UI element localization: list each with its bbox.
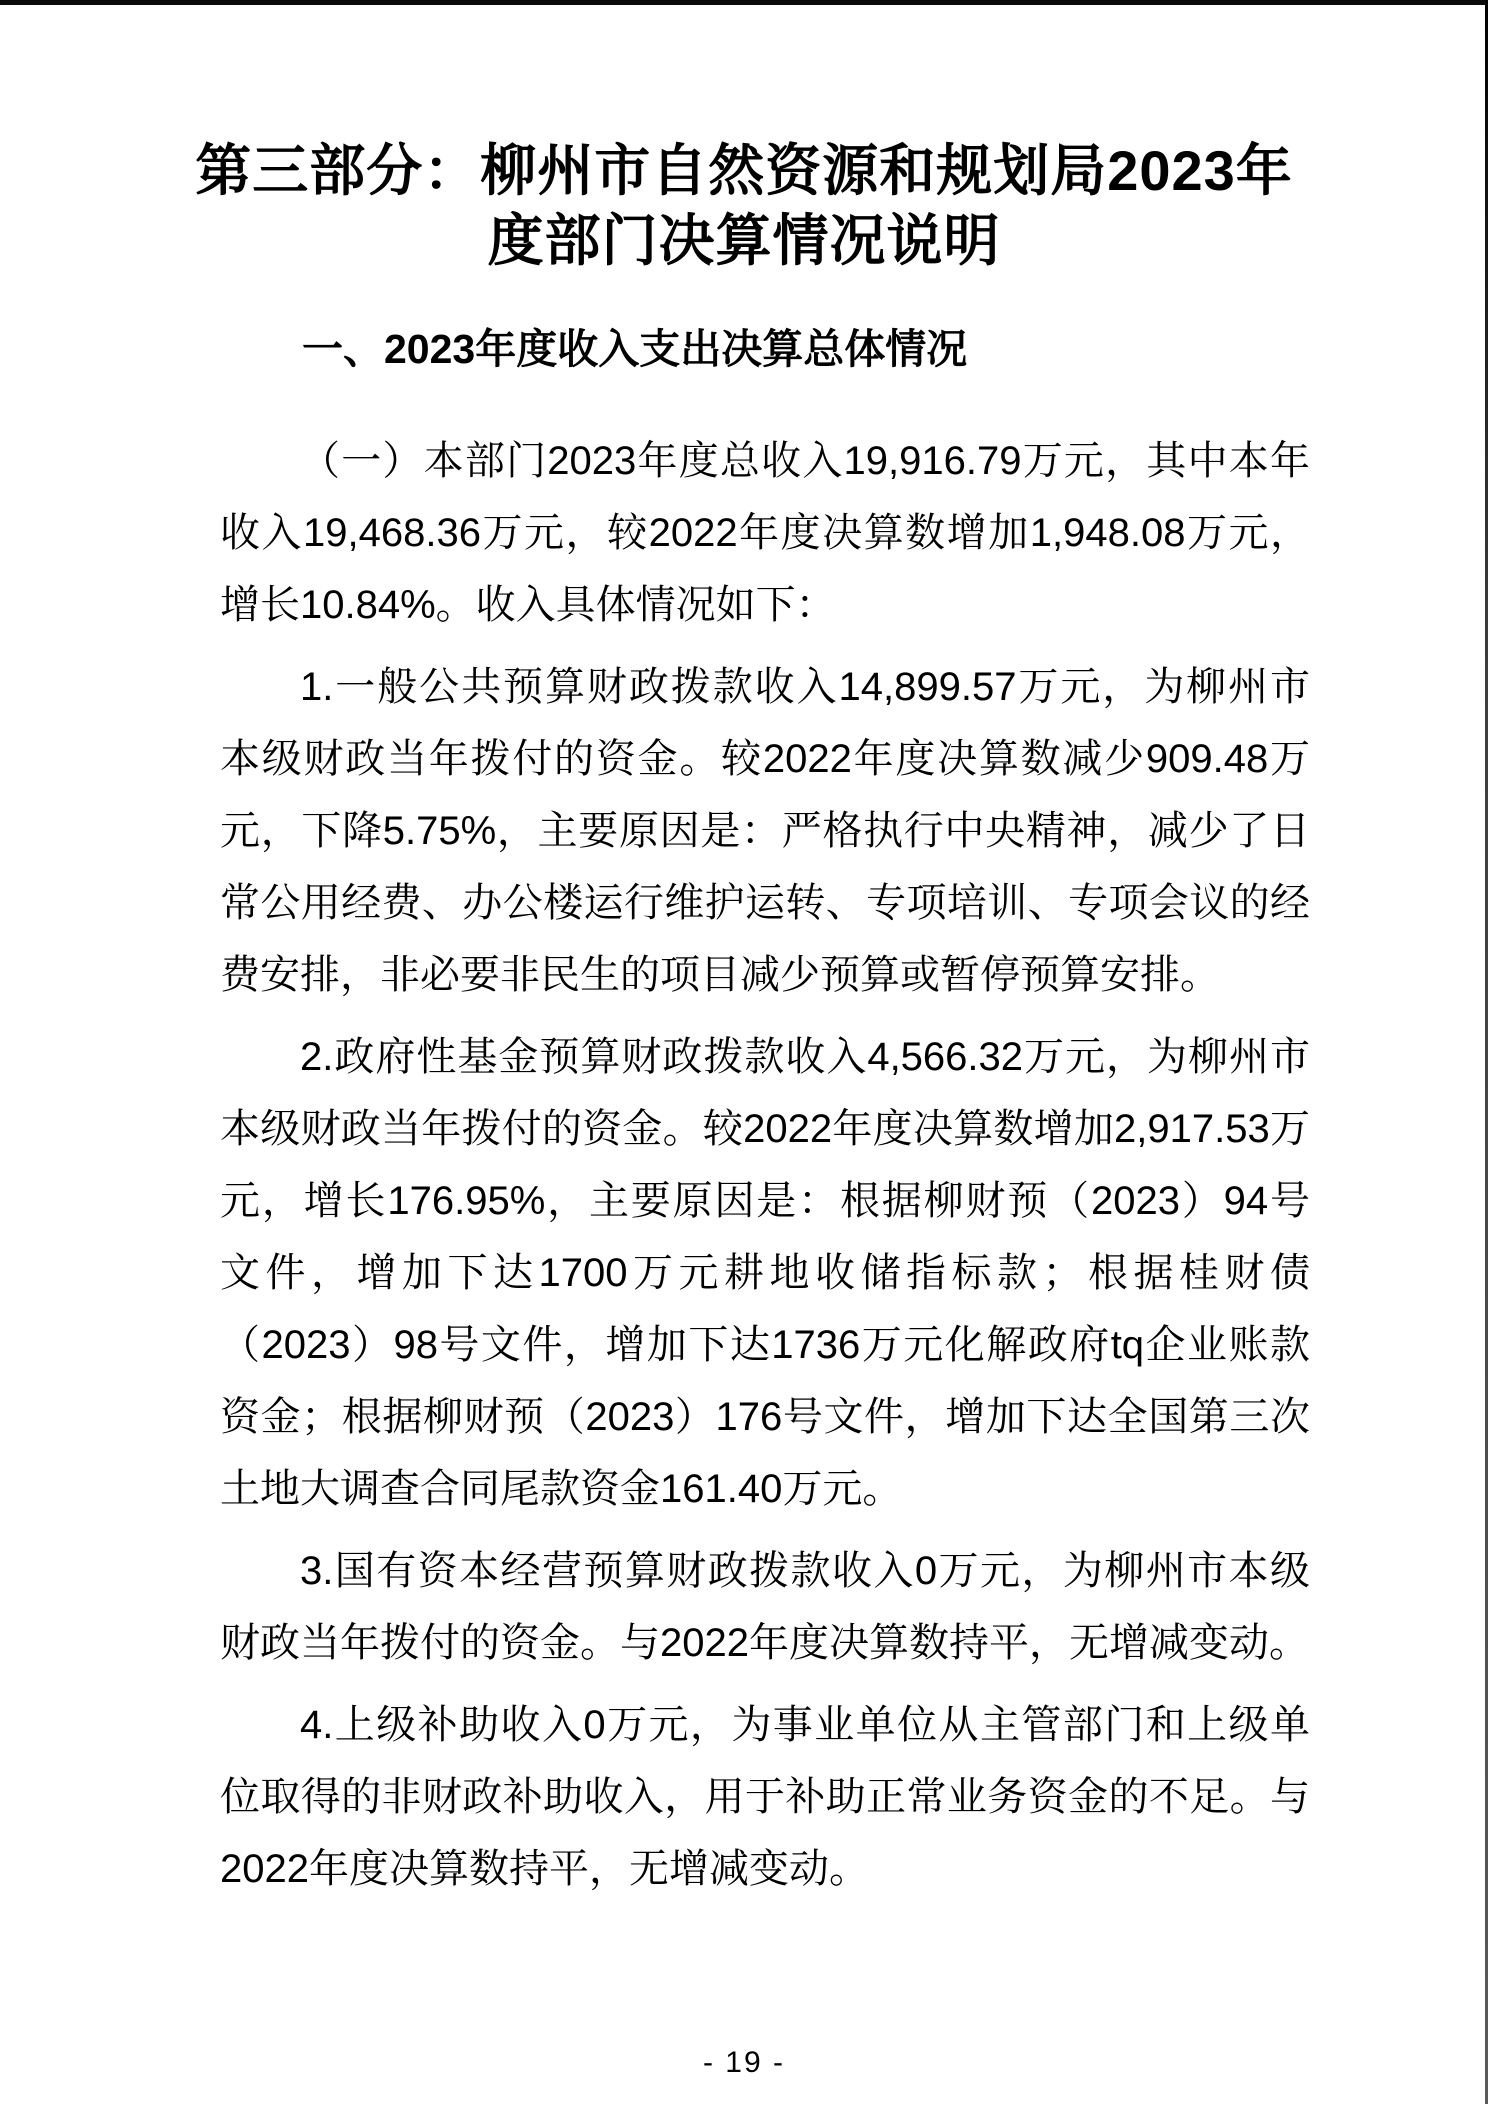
paragraph-government-fund-budget: 2.政府性基金预算财政拨款收入4,566.32万元，为柳州市本级财政当年拨付的资金。较2022年度决算数增加2,917.53万元，增长176.95%，主要原因是：根据柳财预（2023）94号文件，增加下达1700万元耕地收储指标款；根据桂财债（2023）98号文件，增加下达1736万元化解政府tq企业账款资金；根据柳财预（2023）176号文件，增加下达全国第三次土地大调查合同尾款资金161.40万元。 xyxy=(220,1035,1310,1511)
page-number: - 19 - xyxy=(702,2046,786,2079)
document-title xyxy=(60,136,1428,276)
paragraph-total-revenue-overview: （一）本部门2023年度总收入19,916.79万元，其中本年收入19,468.36万元，较2022年度决算数增加1,948.08万元，增长10.84%。收入具体情况如下： xyxy=(220,439,1310,627)
document-title-line-1: 第三部分：柳州市自然资源和规划局2023年 xyxy=(195,139,1293,202)
document-body xyxy=(220,313,1310,1905)
paragraph-superior-subsidy: 4.上级补助收入0万元，为事业单位从主管部门和上级单位取得的非财政补助收入，用于补助正常业务资金的不足。与2022年度决算数持平，无增减变动。 xyxy=(220,1703,1310,1891)
paragraph-general-public-budget: 1.一般公共预算财政拨款收入14,899.57万元，为柳州市本级财政当年拨付的资金。较2022年度决算数减少909.48万元，下降5.75%，主要原因是：严格执行中央精神，减少了日常公用经费、办公楼运行维护运转、专项培训、专项会议的经费安排，非必要非民生的项目减少预算或暂停预算安排。 xyxy=(220,665,1310,997)
scan-edge-top xyxy=(0,0,1488,5)
paragraph-state-capital-budget: 3.国有资本经营预算财政拨款收入0万元，为柳州市本级财政当年拨付的资金。与2022年度决算数持平，无增减变动。 xyxy=(220,1549,1310,1665)
section-heading: 一、2023年度收入支出决算总体情况 xyxy=(302,326,968,372)
document-title-line-2: 度部门决算情况说明 xyxy=(487,209,1001,272)
